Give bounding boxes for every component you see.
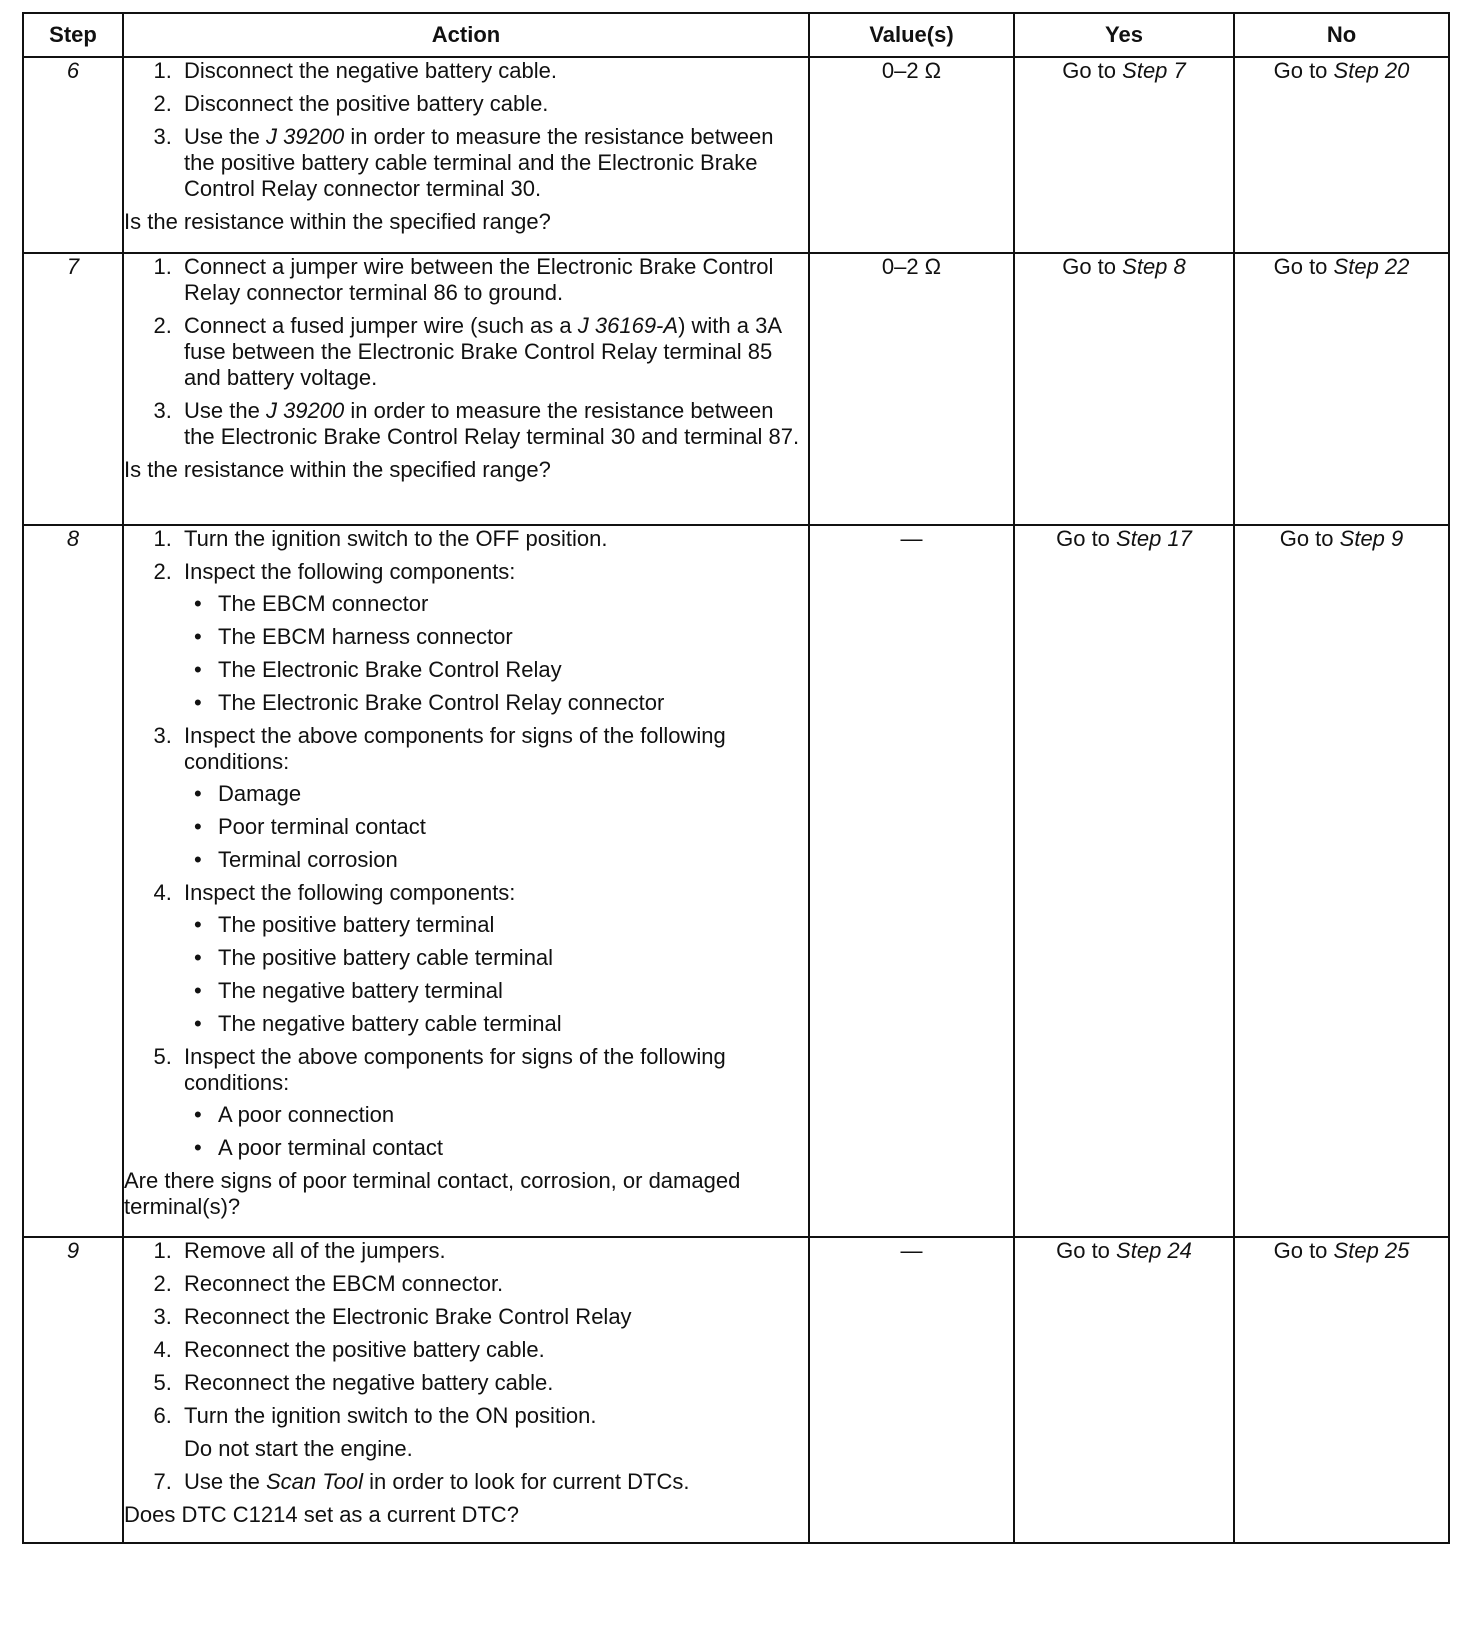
value-cell: 0–2 Ω (809, 57, 1014, 253)
action-item (178, 313, 808, 391)
action-text: Inspect the following components: (184, 880, 516, 905)
bullet-list (184, 1102, 808, 1161)
goto-label: Go to (1273, 1238, 1328, 1263)
step-number: 9 (23, 1237, 123, 1543)
action-text: Use the (184, 398, 260, 423)
bullet-list (184, 912, 808, 1037)
action-steps (124, 254, 808, 450)
table-row-step-8 (23, 525, 1449, 1237)
yes-link[interactable]: Step 24 (1116, 1238, 1192, 1263)
goto-label: Go to (1062, 254, 1117, 279)
step-question: Is the resistance within the specified range? (124, 457, 551, 482)
action-text: Inspect the above components for signs of the following conditions: (184, 723, 726, 774)
step-question: Does DTC C1214 set as a current DTC? (124, 1502, 519, 1527)
list-item: • The positive battery cable terminal (214, 945, 808, 971)
action-cell (123, 525, 809, 1237)
table-row-step-7 (23, 253, 1449, 525)
no-cell (1234, 57, 1449, 253)
diagnostic-table (22, 12, 1450, 1544)
action-item: 1. Connect a jumper wire between the Electronic Brake Control Relay connector terminal 86 to ground. (178, 254, 808, 306)
header-step: Step (23, 13, 123, 57)
action-text: ) with a 3A fuse between the Electronic Brake Control Relay terminal 85 and battery voltage. (184, 313, 781, 390)
goto-label: Go to (1056, 1238, 1110, 1263)
step-question: Are there signs of poor terminal contact, corrosion, or damaged terminal(s)? (124, 1168, 741, 1219)
action-item: 4. Reconnect the positive battery cable. (178, 1337, 808, 1363)
list-item: • The Electronic Brake Control Relay connector (214, 690, 808, 716)
bullet-list (184, 781, 808, 873)
list-item: • Terminal corrosion (214, 847, 808, 873)
table-row-step-9 (23, 1237, 1449, 1543)
value-cell: 0–2 Ω (809, 253, 1014, 525)
yes-link[interactable]: Step 8 (1122, 254, 1186, 279)
yes-link[interactable]: Step 17 (1116, 526, 1192, 551)
yes-cell (1014, 253, 1234, 525)
action-item: 5. Reconnect the negative battery cable. (178, 1370, 808, 1396)
action-note: Do not start the engine. (184, 1436, 413, 1461)
list-item: • The positive battery terminal (214, 912, 808, 938)
action-item (178, 1469, 808, 1495)
action-item (178, 124, 808, 202)
action-cell (123, 1237, 809, 1543)
goto-label: Go to (1273, 254, 1328, 279)
action-item (178, 398, 808, 450)
goto-label: Go to (1056, 526, 1110, 551)
action-text: Connect a fused jumper wire (such as a (184, 313, 572, 338)
bullet-list (184, 591, 808, 716)
action-text: in order to look for current DTCs. (369, 1469, 690, 1494)
value-cell: — (809, 1237, 1014, 1543)
tool-name: Scan Tool (265, 1469, 363, 1494)
action-item (178, 559, 808, 716)
header-values: Value(s) (809, 13, 1014, 57)
no-cell (1234, 1237, 1449, 1543)
tool-name: J 36169-A (577, 313, 679, 338)
action-item (178, 723, 808, 873)
no-link[interactable]: Step 20 (1333, 58, 1410, 83)
no-cell (1234, 525, 1449, 1237)
step-number: 8 (23, 525, 123, 1237)
action-item: 2. Reconnect the EBCM connector. (178, 1271, 808, 1297)
no-link[interactable]: Step 22 (1333, 254, 1410, 279)
table-row-step-6 (23, 57, 1449, 253)
action-text: Inspect the above components for signs of the following conditions: (184, 1044, 726, 1095)
no-link[interactable]: Step 25 (1333, 1238, 1410, 1263)
action-item (178, 880, 808, 1037)
yes-link[interactable]: Step 7 (1122, 58, 1186, 83)
goto-label: Go to (1273, 58, 1328, 83)
action-text: Use the (184, 1469, 260, 1494)
step-question: Is the resistance within the specified range? (124, 209, 551, 234)
list-item: • The Electronic Brake Control Relay (214, 657, 808, 683)
action-item: 1. Remove all of the jumpers. (178, 1238, 808, 1264)
header-no: No (1234, 13, 1449, 57)
action-text: Turn the ignition switch to the ON position. (184, 1403, 597, 1428)
action-item: 1. Disconnect the negative battery cable. (178, 58, 808, 84)
action-steps (124, 58, 808, 202)
goto-label: Go to (1062, 58, 1117, 83)
header-action: Action (123, 13, 809, 57)
no-cell (1234, 253, 1449, 525)
action-cell (123, 57, 809, 253)
action-steps (124, 526, 808, 1161)
list-item: • The EBCM harness connector (214, 624, 808, 650)
list-item: • A poor terminal contact (214, 1135, 808, 1161)
list-item: • The negative battery cable terminal (214, 1011, 808, 1037)
action-item: 1. Turn the ignition switch to the OFF position. (178, 526, 808, 552)
list-item: • The EBCM connector (214, 591, 808, 617)
yes-cell (1014, 525, 1234, 1237)
value-cell: — (809, 525, 1014, 1237)
list-item: • A poor connection (214, 1102, 808, 1128)
list-item: • The negative battery terminal (214, 978, 808, 1004)
tool-name: J 39200 (265, 398, 345, 423)
action-text: Use the (184, 124, 260, 149)
list-item: • Damage (214, 781, 808, 807)
action-item (178, 1403, 808, 1462)
no-link[interactable]: Step 9 (1339, 526, 1404, 551)
goto-label: Go to (1279, 526, 1334, 551)
step-number: 6 (23, 57, 123, 253)
tool-name: J 39200 (265, 124, 345, 149)
action-text: in order to measure the resistance between the Electronic Brake Control Relay terminal 30 and terminal 87. (184, 398, 800, 449)
list-item: • Poor terminal contact (214, 814, 808, 840)
action-item: 2. Disconnect the positive battery cable. (178, 91, 808, 117)
action-item (178, 1044, 808, 1161)
action-cell (123, 253, 809, 525)
action-steps (124, 1238, 808, 1495)
header-yes: Yes (1014, 13, 1234, 57)
step-number: 7 (23, 253, 123, 525)
action-text: Inspect the following components: (184, 559, 516, 584)
yes-cell (1014, 1237, 1234, 1543)
action-item: 3. Reconnect the Electronic Brake Control Relay (178, 1304, 808, 1330)
yes-cell (1014, 57, 1234, 253)
action-text: in order to measure the resistance between the positive battery cable terminal and the Electronic Brake Control Relay connector terminal 30. (184, 124, 774, 201)
header-row (23, 13, 1449, 57)
